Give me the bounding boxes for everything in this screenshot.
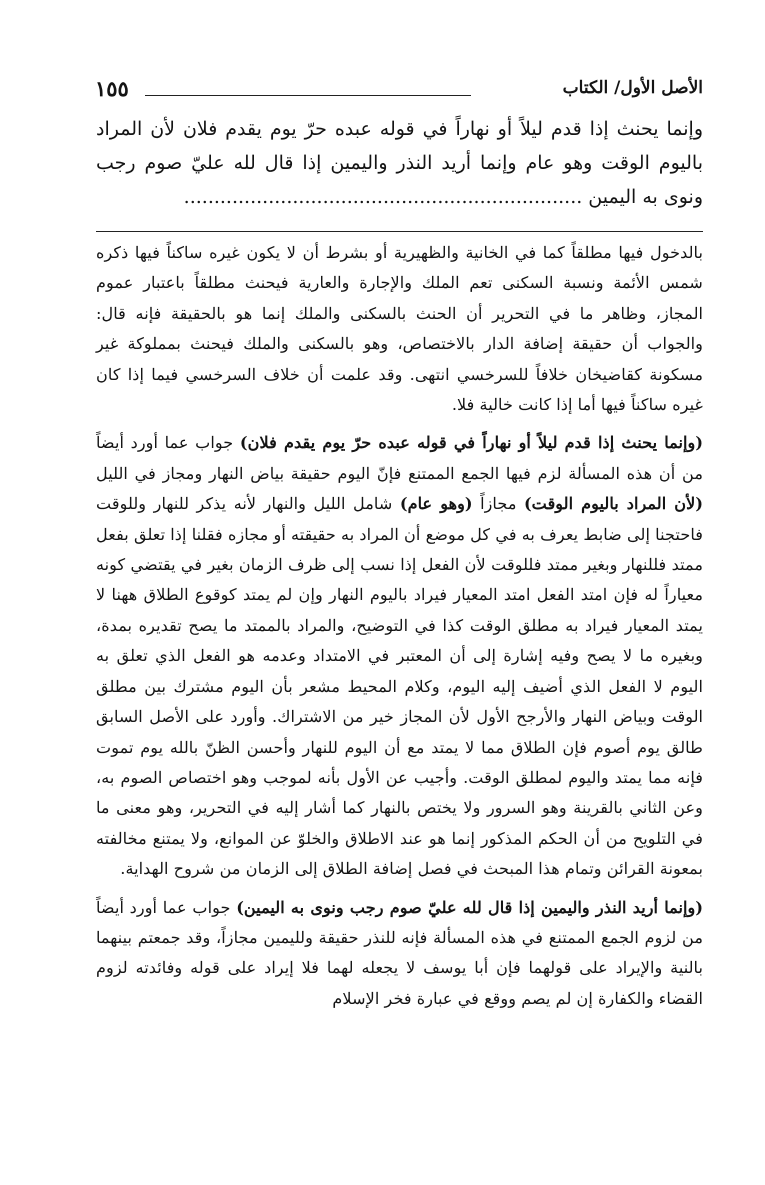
page-header [95, 78, 703, 104]
commentary-paragraph-2 [96, 428, 703, 884]
main-text: وإنما يحنث إذا قدم ليلاً أو نهاراً في قوله عبده حرّ يوم يقدم فلان لأن المراد باليوم الوقت وهو عام وإنما أريد النذر واليمين إذا قال لله عليّ صوم رجب ونوى به اليمين .................................................................. [96, 118, 703, 208]
header-rule [145, 95, 471, 96]
quoted-matn: (لأن المراد باليوم الوقت) [524, 494, 703, 514]
commentary-paragraph-1: بالدخول فيها مطلقاً كما في الخانية والظهيرية أو بشرط أن لا يكون غيره ساكناً فيها ذكره شمس الأئمة ونسبة السكنى تعم الملك والإجارة والعارية فيحنث مطلقاً باعتبار عموم المجاز، وظاهر ما في التحرير أن الحنث بالسكنى والملك إنما هو بالحقيقة فإنه قال: والجواب أن حقيقة إضافة الدار بالاختصاص، وهو بالسكنى والملك فيحنث بمملوكة غير مسكونة كقاضيخان خلافاً للسرخسي انتهى. وقد علمت أن خلاف السرخسي فيما إذا كان غيره ساكناً فيها أما إذا كانت خالية فلا. [96, 243, 703, 415]
quoted-matn: (وهو عام) [399, 494, 473, 514]
commentary-text: مجازاً [472, 494, 525, 514]
running-title: الأصل الأول/ الكتاب [562, 78, 703, 98]
commentary-text: شامل الليل والنهار لأنه يذكر للنهار وللوقت فاحتجنا إلى ضابط يعرف به في كل موضع أن المراد به حقيقته أو مجازه فقلنا إذا تعلق بفعل ممتد فللنهار وبغير ممتد فللوقت لأن الفعل إذا نسب إلى ظرف الزمان بغير في يقتضي كونه معياراً له فإن امتد الفعل امتد المعيار فيراد باليوم النهار وإن لم يمتد كوقوع الطلاق ههنا لا يمتد المعيار فيراد به مطلق الوقت كذا في التوضيح، والمراد بالممتد ما يصح تقديره بمدة، وبغيره ما لا يصح وفيه إشارة إلى أن المعتبر في الامتداد وعدمه هو الفعل الذي تعلق به اليوم لا الفعل الذي أضيف إليه اليوم، وكلام المحيط مشعر بأن اليوم مشترك بين مطلق الوقت وبياض النهار والأرجح الأول لأن المجاز خير من الاشتراك. وأورد على الأصل السابق طالق يوم أصوم فإن الطلاق مما لا يمتد مع أن اليوم للنهار وأحسن الظنّ بالله يوم تموت فإنه مما يمتد واليوم لمطلق الوقت. وأجيب عن الأول بأنه لموجب وهو اختصاص الصوم به، وعن الثاني بالقرينة وهو السرور ولا يختص بالنهار كما أشار إليه في التحرير، وهو معنى ما في التلويح من أن الحكم المذكور إنما هو عند الاطلاق والخلوّ عن الموانع، ولا يمتنع مخالفته بمعونة القرائن وتمام هذا المبحث في فصل إضافة الطلاق إلى الزمان من شروح الهداية. [96, 494, 703, 879]
commentary-text: جواب عما أورد أيضاً من أن هذه المسألة لزم فيها الجمع الممتنع فإنّ اليوم حقيقة بياض النهار ومجاز في الليل [96, 433, 703, 483]
commentary-text: جواب عما أورد أيضاً من لزوم الجمع الممتنع في هذه المسألة فإنه للنذر حقيقة ولليمين مجازاً، وقد جمعتم بينهما بالنية والإيراد على قولهما فإن أبا يوسف لا يجعله لهما فلا إيراد على قوله وفائدته لزوم القضاء والكفارة إن لم يصم ووقع في عبارة فخر الإسلام [96, 897, 703, 1008]
page-number: ١٥٥ [95, 76, 129, 101]
main-text-block [96, 112, 703, 214]
commentary-paragraph-3 [96, 893, 703, 1015]
quoted-matn: (وإنما يحنث إذا قدم ليلاً أو نهاراً في قوله عبده حرّ يوم يقدم فلان) [239, 433, 703, 453]
quoted-matn: (وإنما أريد النذر واليمين إذا قال لله عليّ صوم رجب ونوى به اليمين) [236, 897, 703, 917]
commentary-block [96, 238, 703, 1022]
footnote-separator [96, 231, 703, 232]
